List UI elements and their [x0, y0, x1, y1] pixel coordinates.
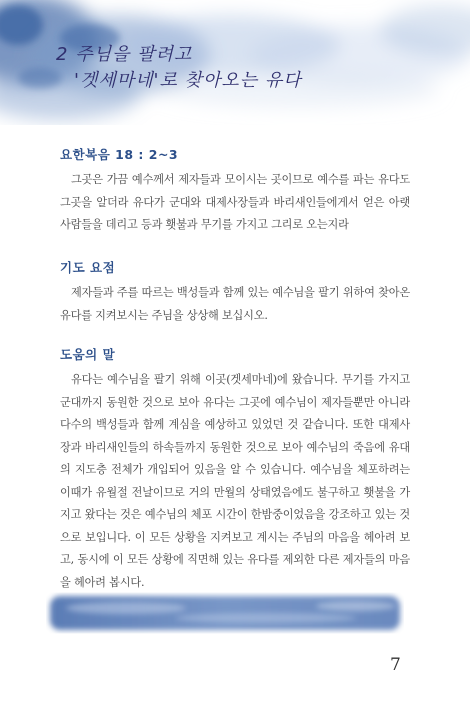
section-body: 제자들과 주를 따르는 백성들과 함께 있는 예수님을 팔기 위하여 찾아온 유다를 지켜보시는 주님을 상상해 보십시오.: [60, 286, 410, 322]
section-heading: 기도 요점: [60, 260, 116, 275]
chapter-title: [56, 42, 302, 94]
footer-watercolor-band: [46, 590, 404, 636]
section-prayer-point: [60, 258, 410, 327]
section-body: 그곳은 가끔 예수께서 제자들과 모이시는 곳이므로 예수를 파는 유다도 그곳을 알더라 유다가 군대와 대제사장들과 바리새인들에게서 얻은 아랫사람들을 데리고 등과 횃불과 무기를 가지고 그리로 오는지라: [60, 173, 410, 231]
section-heading: 요한복음 18 : 2~3: [60, 147, 179, 162]
section-heading: 도움의 말: [60, 347, 116, 362]
chapter-number: 2: [56, 44, 69, 65]
section-commentary: [60, 345, 410, 594]
chapter-title-line1: 주님을 팔려고: [75, 44, 193, 65]
section-body: 유다는 예수님을 팔기 위해 이곳(겟세마네)에 왔습니다. 무기를 가지고 군대까지 동원한 것으로 보아 유다는 그곳에 예수님이 제자들뿐만 아니라 다수의 백성들과 함께 계심을 예상하고 있었던 것 같습니다. 또한 대제사장과 바리새인들의 하속들까지 동원한 것으로 보아 예수님의 죽음에 유대의 지도층 전체가 개입되어 있음을 알 수 있습니다. 예수님을 체포하려는 이때가 유월절 전날이므로 거의 만월의 상태였음에도 불구하고 횃불을 가지고 왔다는 것은 예수님의 체포 시간이 한밤중이었음을 강조하고 있는 것으로 보입니다. 이 모든 상황을 지켜보고 계시는 주님의 마음을 헤아려 보고, 동시에 이 모든 상황에 직면해 있는 유다를 제외한 다른 제자들의 마음을 헤아려 봅시다.: [60, 373, 410, 589]
chapter-title-line2: '겟세마네'로 찾아오는 유다: [74, 70, 302, 91]
page-number: 7: [390, 655, 401, 675]
section-scripture: [60, 145, 410, 237]
